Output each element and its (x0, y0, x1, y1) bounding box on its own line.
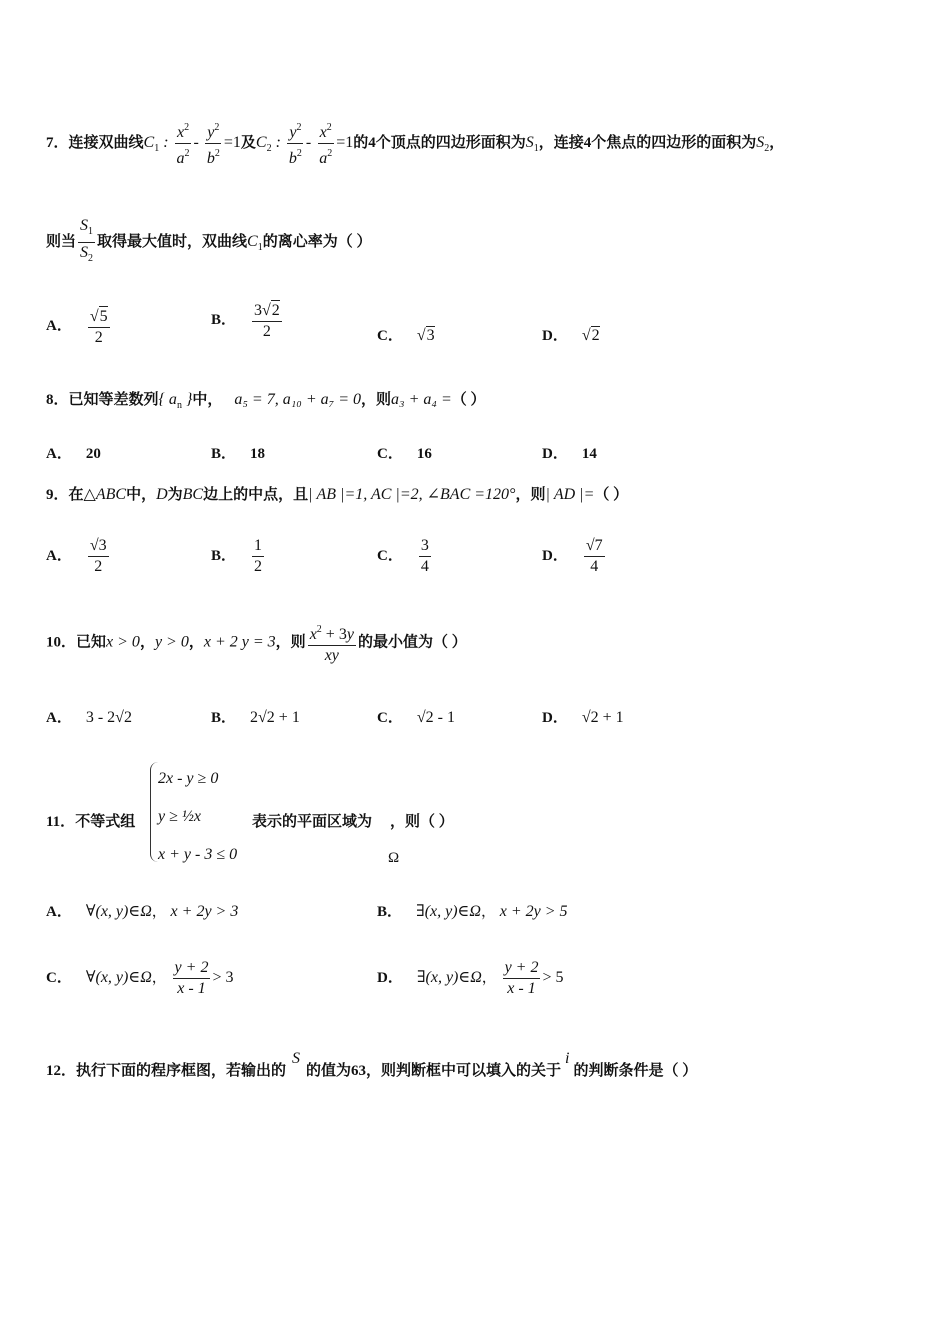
option-7c[interactable]: C． √3 (377, 327, 435, 344)
option-label: B． (211, 710, 237, 726)
question-text: （ ） (594, 487, 629, 503)
option-rhs: > 5 (542, 968, 564, 986)
question-text: 中， (126, 487, 157, 503)
option-value: 2√2 + 1 (250, 709, 300, 726)
inequality-system (152, 760, 237, 874)
inequality-2: y ≥ ½x (158, 808, 201, 825)
quantifier: ∃(x, y)∈Ω (416, 903, 481, 920)
question-text: ，连接4个焦点的四边形的面积为 (538, 135, 757, 152)
question-11-tail (252, 810, 454, 831)
question-text: 及 (240, 135, 256, 152)
omega-symbol: Ω (388, 850, 400, 866)
option-10c[interactable] (377, 706, 455, 727)
question-text: 执行下面的程序框图，若输出的 (76, 1063, 287, 1079)
option-label: A． (46, 446, 72, 462)
radicand: 3 (426, 327, 435, 344)
segment-bc: BC (182, 486, 204, 503)
question-12 (46, 1050, 697, 1080)
coefficient: 3 (254, 302, 263, 319)
question-text: 连接双曲线 (68, 135, 144, 152)
question-text: ，则 (361, 392, 392, 408)
s1-symbol: $S_1$ (525, 134, 539, 155)
option-11a[interactable]: A． ∀(x, y)∈Ω， x + 2y > 3 (46, 903, 239, 920)
question-text: 则当 (46, 233, 77, 250)
question-number: 11． (46, 814, 76, 830)
option-label: B． (211, 446, 237, 462)
option-value: 14 (581, 446, 597, 462)
option-value: 3 - 2√2 (85, 709, 132, 726)
s-symbol: S (292, 1050, 301, 1067)
question-11 (46, 810, 135, 831)
option-label: C． (377, 328, 403, 344)
point-d: D (156, 486, 168, 503)
radicand: 5 (99, 308, 108, 325)
option-label: D． (542, 547, 568, 564)
option-label: D． (542, 328, 568, 344)
option-condition: x + 2y > 3 (170, 903, 239, 920)
option-10a[interactable] (46, 706, 132, 727)
question-text: 已知 (76, 634, 107, 651)
condition: a₅ = 7, a₁₀ + a₇ = 0 (234, 391, 361, 408)
question-text: 边上的中点，且 (203, 487, 309, 503)
option-label: C． (377, 446, 403, 462)
denominator: 2 (94, 558, 103, 575)
question-text: 的4个顶点的四边形面积为 (353, 135, 526, 152)
question-text: 表示的平面区域为 (252, 814, 373, 830)
question-8 (46, 388, 486, 411)
question-text: 的值为63，则判断框中可以填入的关于 (306, 1063, 562, 1079)
numerator: 3 (419, 536, 431, 557)
option-9a[interactable] (46, 536, 111, 577)
option-11b[interactable]: B． ∃(x, y)∈Ω， x + 2y > 5 (377, 903, 568, 920)
condition-y: y > 0 (154, 633, 189, 651)
option-8c[interactable] (377, 442, 432, 463)
question-text: 的最小值为（ ） (357, 634, 467, 651)
option-9c[interactable] (377, 536, 433, 577)
option-label: C． (46, 969, 72, 986)
option-label: A． (46, 710, 72, 726)
hyperbola-c2: $C_2$ : $\frac{y^2}{b^2}$ - $\frac{x^2}{a^2}$ =1 (256, 134, 353, 151)
hyperbola-c1: $C_1$ : $\frac{x^2}{a^2}$ - $\frac{y^2}{b^2}$ =1 (144, 134, 241, 151)
target-fraction: $\frac{x^2 + 3y}{xy}$ (308, 620, 356, 666)
expression: a₃ + a₄ = (391, 391, 452, 408)
question-text: 的离心率为（ ） (262, 233, 372, 250)
option-label: D． (542, 446, 568, 462)
option-value: 16 (416, 446, 432, 462)
numerator: 1 (252, 536, 264, 557)
option-8a[interactable] (46, 442, 101, 463)
option-8d[interactable] (542, 442, 597, 463)
inequality-1: 2x - y ≥ 0 (158, 770, 219, 787)
question-9 (46, 483, 628, 504)
question-text: （ ） (451, 392, 486, 408)
denominator: 2 (262, 323, 271, 340)
option-value: √2 - 1 (416, 709, 455, 726)
option-label: B． (377, 904, 403, 920)
question-7-line2 (46, 216, 371, 269)
option-9d[interactable] (542, 536, 607, 577)
question-number: 12． (46, 1063, 77, 1079)
i-symbol: i (565, 1050, 570, 1067)
option-label: C． (377, 710, 403, 726)
denominator: x - 1 (177, 980, 206, 997)
option-value: 20 (85, 446, 101, 462)
option-11c[interactable]: C． ∀(x, y)∈Ω， $\frac{y + 2}{x - 1}$ > 3 (46, 959, 234, 997)
option-label: B． (211, 312, 237, 329)
option-rhs: > 3 (212, 968, 234, 986)
denominator: 2 (254, 558, 263, 575)
numerator: y + 2 (503, 958, 541, 979)
option-label: A． (46, 904, 72, 920)
question-text: ，则 (515, 487, 546, 503)
option-label: C． (377, 547, 403, 564)
question-number: 9． (46, 487, 69, 503)
question-text: ，则（ ） (390, 814, 454, 830)
numerator: √7 (584, 536, 605, 557)
option-10b[interactable] (211, 706, 300, 727)
option-8b[interactable] (211, 442, 265, 463)
question-text: 不等式组 (75, 814, 136, 830)
quantifier: ∀(x, y)∈Ω (85, 903, 152, 920)
question-text: 已知等差数列 (68, 392, 159, 408)
option-9b[interactable] (211, 536, 266, 577)
question-text: 为 (167, 487, 183, 503)
question-text: ， (769, 135, 785, 152)
question-7-line1 (46, 118, 784, 169)
quantifier: ∃(x, y)∈Ω (416, 968, 482, 986)
option-value: √2 + 1 (581, 709, 624, 726)
triangle-abc: △ABC (83, 486, 127, 503)
expression: | AD |= (545, 486, 595, 503)
question-10: 10．已知x > 0，y > 0，x + 2 y = 3，则 $\frac{x^2 + 3y}{xy}$ 的最小值为（ ） (46, 620, 467, 666)
s2-symbol: $S_2$ (756, 134, 770, 155)
option-7d[interactable]: D． √2 (542, 327, 600, 344)
numerator: √3 (88, 536, 109, 557)
option-label: A． (46, 318, 72, 335)
condition-x: x > 0 (106, 633, 140, 651)
question-text: 中， (192, 392, 223, 408)
option-10d[interactable] (542, 706, 624, 727)
option-value: 18 (250, 446, 266, 462)
question-text: 在 (68, 487, 84, 503)
condition: | AB |=1, AC |=2, ∠BAC =120° (308, 486, 516, 503)
denominator: x - 1 (507, 980, 536, 997)
ratio-s1-s2: $\frac{S_1}{S_2}$ (80, 217, 94, 264)
question-number: 7． (46, 135, 69, 152)
option-7b[interactable]: B． $\frac{3√2}{2}$ (211, 302, 280, 340)
question-text: 的判断条件是（ ） (573, 1063, 698, 1079)
denominator: 4 (590, 558, 599, 575)
denominator: 2 (94, 329, 103, 346)
denominator: 4 (420, 558, 429, 575)
question-text: ，则 (275, 634, 306, 651)
option-label: D． (542, 710, 568, 726)
radicand: 2 (271, 302, 280, 319)
option-7a[interactable]: A． $\frac{√5}{2}$ (46, 308, 108, 346)
numerator: y + 2 (173, 958, 211, 979)
option-label: D． (377, 969, 403, 986)
question-text: 取得最大值时，双曲线 (97, 233, 248, 250)
option-11d[interactable]: D． ∃(x, y)∈Ω， $\frac{y + 2}{x - 1}$ > 5 (377, 959, 564, 997)
option-label: A． (46, 547, 72, 564)
question-number: 8． (46, 392, 69, 408)
question-number: 10． (46, 634, 77, 651)
condition-sum: x + 2 y = 3 (203, 633, 276, 651)
option-condition: x + 2y > 5 (499, 903, 568, 920)
sequence-an: { $a_n$ } (158, 391, 193, 411)
quantifier: ∀(x, y)∈Ω (85, 968, 152, 986)
radicand: 2 (591, 327, 600, 344)
inequality-3: x + y - 3 ≤ 0 (158, 846, 238, 863)
option-label: B． (211, 547, 237, 564)
c1-symbol: $C_1$ (247, 232, 263, 253)
